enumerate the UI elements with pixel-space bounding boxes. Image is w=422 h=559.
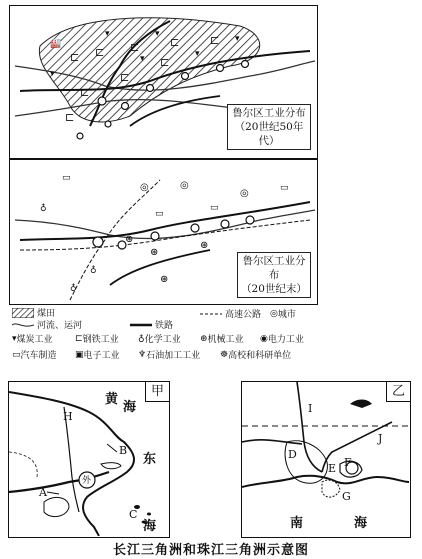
svg-text:▭: ▭ bbox=[210, 203, 219, 213]
legend-railway bbox=[130, 318, 173, 331]
coalfield-swatch bbox=[12, 308, 34, 318]
legend-label: 煤田 bbox=[37, 309, 56, 319]
legend-label: 高速公路 bbox=[225, 310, 262, 320]
svg-text:⊛: ⊛ bbox=[160, 274, 169, 285]
label-i: I bbox=[308, 402, 313, 415]
leader-line bbox=[107, 444, 117, 452]
legend-label: 电力工业 bbox=[267, 335, 304, 345]
legend-river-canal bbox=[12, 318, 82, 331]
city-mark: 外 bbox=[82, 476, 92, 486]
svg-text:◎: ◎ bbox=[140, 182, 149, 193]
svg-text:▾: ▾ bbox=[235, 34, 240, 44]
province-boundary bbox=[9, 452, 37, 477]
svg-text:⊏: ⊏ bbox=[80, 86, 90, 99]
svg-text:⊏: ⊏ bbox=[65, 111, 75, 124]
leader-line bbox=[47, 492, 59, 494]
power-industry-icon: ◉ bbox=[260, 333, 268, 344]
railway-line bbox=[20, 202, 310, 240]
legend-label: 高校和科研单位 bbox=[228, 351, 292, 361]
label-j: J bbox=[378, 432, 383, 445]
legend-label: 钢铁工业 bbox=[82, 335, 119, 345]
svg-text:◎: ◎ bbox=[240, 188, 249, 199]
yangtze-map-tag: 甲 bbox=[145, 382, 169, 402]
svg-text:◎: ◎ bbox=[180, 180, 189, 191]
caption-title: 鲁尔区工业分布 bbox=[242, 255, 306, 281]
lake-taihu bbox=[44, 497, 69, 516]
svg-text:⊏: ⊏ bbox=[210, 34, 220, 47]
svg-text:▾: ▾ bbox=[50, 69, 55, 79]
svg-text:▾: ▾ bbox=[105, 29, 110, 39]
machinery-industry-icon: ⊛ bbox=[200, 333, 208, 344]
ruhr-1950s-map bbox=[9, 5, 318, 159]
petroleum-processing-icon: ♆ bbox=[138, 349, 147, 360]
legend-label: 煤炭工业 bbox=[16, 335, 53, 345]
pearl-delta-map bbox=[241, 381, 411, 538]
figure-title: 长江三角洲和珠江三角洲示意图 bbox=[112, 543, 309, 558]
label-a: A bbox=[39, 486, 47, 499]
legend-label: 铁路 bbox=[155, 321, 174, 331]
svg-text:⊏: ⊏ bbox=[70, 51, 80, 64]
label-h: H bbox=[63, 410, 73, 423]
legend-electronics-industry bbox=[75, 348, 120, 361]
auto-manufacturing-icon: ▭ bbox=[12, 349, 21, 360]
svg-text:⊏: ⊏ bbox=[120, 71, 130, 84]
label-d: D bbox=[288, 448, 297, 461]
caption-period: （20世纪50年代） bbox=[234, 121, 304, 147]
legend-label: 电子工业 bbox=[83, 351, 120, 361]
svg-text:🏭: 🏭 bbox=[50, 39, 62, 49]
legend-power-industry bbox=[260, 332, 304, 345]
yellow-sea-label: 黄 bbox=[105, 392, 119, 407]
pearl-delta-drawing bbox=[242, 382, 409, 536]
city-markers bbox=[93, 216, 254, 249]
power-symbols bbox=[140, 180, 249, 199]
legend-universities-research bbox=[220, 348, 291, 361]
river-swatch bbox=[12, 321, 34, 329]
label-g: G bbox=[342, 490, 351, 503]
legend-label: 机械工业 bbox=[207, 335, 244, 345]
svg-text:⊛: ⊛ bbox=[150, 247, 159, 258]
steel-industry-icon: ⊏ bbox=[75, 333, 83, 344]
label-c: C bbox=[129, 508, 138, 521]
svg-text:▭: ▭ bbox=[62, 173, 71, 183]
coal-industry-icon: ▾ bbox=[12, 333, 17, 344]
svg-text:⊛: ⊛ bbox=[200, 240, 209, 251]
legend-highway bbox=[200, 307, 261, 320]
legend-steel-industry bbox=[75, 332, 119, 345]
svg-text:▭: ▭ bbox=[155, 209, 164, 219]
label-b: B bbox=[119, 444, 128, 457]
legend-machinery-industry bbox=[200, 332, 244, 345]
svg-text:⊏: ⊏ bbox=[170, 36, 180, 49]
svg-text:▾: ▾ bbox=[195, 49, 200, 59]
yellow-sea-label-2: 海 bbox=[123, 400, 137, 415]
svg-text:⊛: ⊛ bbox=[125, 234, 134, 245]
electronics-industry-icon: ▣ bbox=[75, 349, 84, 360]
svg-text:▭: ▭ bbox=[280, 183, 289, 193]
highway-swatch bbox=[200, 311, 222, 317]
legend-petroleum-processing bbox=[138, 348, 200, 361]
industry-symbols bbox=[50, 38, 61, 49]
svg-text:▾: ▾ bbox=[155, 29, 160, 39]
svg-text:⊏: ⊏ bbox=[130, 41, 140, 54]
legend-label: 汽车制造 bbox=[20, 351, 57, 361]
svg-text:⊏: ⊏ bbox=[160, 56, 170, 69]
svg-text:⊏: ⊏ bbox=[95, 46, 105, 59]
south-sea-label-2: 海 bbox=[354, 516, 368, 531]
ruhr-2000s-caption bbox=[237, 252, 311, 298]
legend-label: 城市 bbox=[277, 310, 296, 320]
legend-city bbox=[270, 307, 296, 320]
pearl-map-tag: 乙 bbox=[386, 382, 410, 402]
legend-label: 石油加工工业 bbox=[146, 351, 201, 361]
ruhr-1950s-caption bbox=[227, 104, 311, 150]
legend-chemical-industry bbox=[138, 332, 181, 345]
svg-text:♁: ♁ bbox=[70, 283, 77, 293]
caption-title: 鲁尔区工业分布 bbox=[232, 107, 306, 119]
chemical-industry-icon: ♁ bbox=[138, 333, 145, 344]
city-icon: ◎ bbox=[270, 308, 278, 319]
ruhr-2000s-map bbox=[9, 159, 318, 305]
label-e: E bbox=[328, 462, 337, 475]
map-legend bbox=[10, 306, 328, 378]
south-sea-label: 南 bbox=[290, 516, 304, 531]
svg-text:♁: ♁ bbox=[90, 265, 97, 275]
yangtze-delta-map bbox=[8, 381, 170, 538]
svg-text:▾: ▾ bbox=[140, 54, 145, 64]
caption-period: （20世纪末） bbox=[241, 283, 307, 295]
island-chongming bbox=[101, 463, 121, 469]
legend-auto-manufacturing bbox=[12, 348, 57, 361]
east-sea-label: 东 bbox=[143, 452, 157, 467]
university-icon: ☸ bbox=[220, 349, 229, 360]
label-f: F bbox=[344, 456, 352, 469]
river-line bbox=[15, 210, 315, 239]
east-sea-label-2: 海 bbox=[143, 519, 157, 534]
railway-swatch bbox=[130, 322, 152, 328]
pearl-river-north bbox=[297, 382, 322, 472]
svg-text:♁: ♁ bbox=[40, 203, 47, 213]
boat-icon bbox=[350, 400, 372, 409]
legend-coal-industry bbox=[12, 332, 53, 345]
legend-label: 化学工业 bbox=[144, 335, 181, 345]
legend-label: 河流、运河 bbox=[37, 321, 83, 331]
